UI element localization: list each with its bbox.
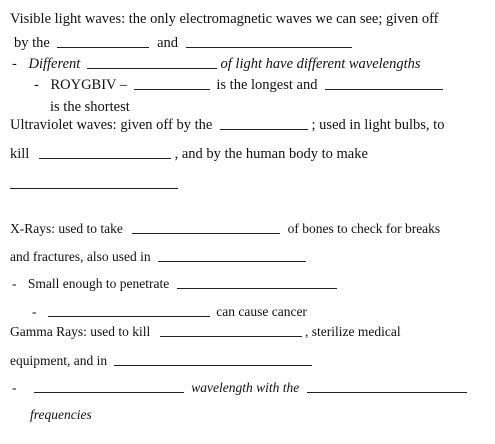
bullet-dash: - bbox=[34, 77, 39, 93]
penetrate-line bbox=[12, 277, 337, 291]
is-shortest-line bbox=[50, 100, 130, 115]
penetrate-blank[interactable] bbox=[177, 287, 337, 289]
cancer-line bbox=[32, 305, 307, 319]
cancer-blank[interactable] bbox=[48, 315, 210, 317]
shortest-blank[interactable] bbox=[325, 88, 443, 90]
xrays-text: X-Rays: used to take bbox=[10, 221, 123, 236]
kill-blank[interactable] bbox=[39, 157, 171, 159]
roygbiv-text: ROYGBIV – bbox=[50, 77, 128, 93]
wavelength-line bbox=[12, 381, 467, 395]
bullet-dash: - bbox=[12, 276, 17, 291]
is-shortest-text: is the shortest bbox=[50, 99, 130, 115]
fractures-line bbox=[10, 250, 306, 264]
uv-make-blank[interactable] bbox=[10, 188, 178, 189]
source-blank-2[interactable] bbox=[186, 46, 352, 48]
of-bones-text: of bones to check for breaks bbox=[287, 221, 441, 236]
xrays-take-blank[interactable] bbox=[132, 232, 280, 234]
xrays-line bbox=[10, 222, 440, 236]
bullet-dash: - bbox=[12, 56, 17, 72]
bullet-dash: - bbox=[32, 304, 37, 319]
uv-kill-line bbox=[10, 147, 368, 162]
roygbiv-line bbox=[34, 78, 443, 93]
bullet-dash: - bbox=[12, 380, 17, 395]
visible-light-text: Visible light waves: the only electromagnetic waves we can see; given off bbox=[10, 11, 439, 27]
ultraviolet-line bbox=[10, 118, 444, 133]
small-enough-text: Small enough to penetrate bbox=[27, 276, 170, 291]
frequencies-line bbox=[30, 408, 92, 422]
and-fractures-text: and fractures, also used in bbox=[10, 249, 151, 264]
different-line bbox=[12, 57, 421, 72]
different-text: Different bbox=[28, 56, 81, 72]
can-cause-text: can cause cancer bbox=[216, 304, 307, 319]
longest-blank[interactable] bbox=[134, 88, 210, 90]
frequency-blank[interactable] bbox=[307, 391, 467, 393]
uv-used-in-text: ; used in light bulbs, to bbox=[311, 117, 445, 133]
is-longest-text: is the longest and bbox=[216, 77, 318, 93]
sterilize-text: , sterilize medical bbox=[304, 324, 401, 339]
visible-light-heading-line bbox=[10, 12, 439, 27]
fractures-blank[interactable] bbox=[158, 260, 306, 262]
kill-text: kill bbox=[10, 146, 30, 162]
by-the-text: by the bbox=[14, 35, 50, 51]
gamma-text: Gamma Rays: used to kill bbox=[10, 324, 151, 339]
and-text: and bbox=[157, 35, 179, 51]
equipment-line bbox=[10, 354, 312, 368]
equipment-blank[interactable] bbox=[114, 364, 312, 366]
uv-source-blank[interactable] bbox=[220, 128, 308, 130]
visible-light-line-2 bbox=[14, 36, 352, 51]
equipment-text: equipment, and in bbox=[10, 353, 108, 368]
different-blank[interactable] bbox=[87, 67, 217, 69]
gamma-line bbox=[10, 325, 401, 339]
wavelength-text: wavelength with the bbox=[191, 380, 300, 395]
frequencies-text: frequencies bbox=[30, 407, 92, 422]
gamma-kill-blank[interactable] bbox=[160, 335, 302, 337]
wavelength-blank[interactable] bbox=[34, 391, 184, 393]
ultraviolet-text: Ultraviolet waves: given off by the bbox=[10, 117, 213, 133]
and-body-text: , and by the human body to make bbox=[174, 146, 368, 162]
of-light-text: of light have different wavelengths bbox=[220, 56, 421, 72]
source-blank[interactable] bbox=[57, 46, 149, 48]
